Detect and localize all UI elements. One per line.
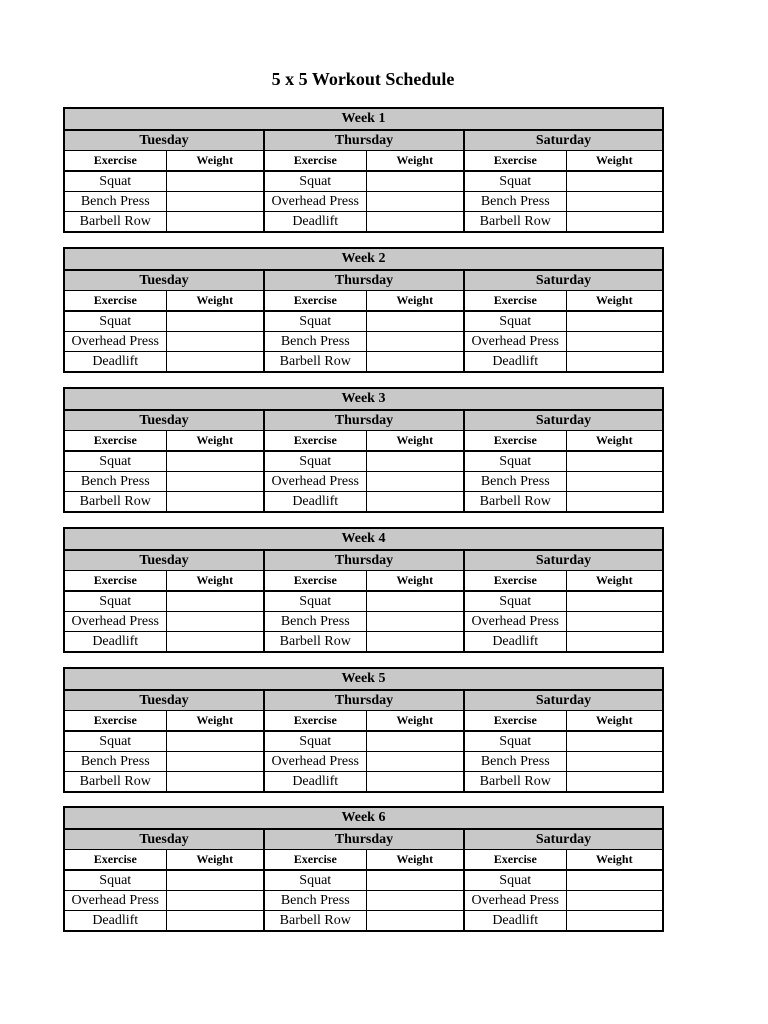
exercise-row bbox=[64, 632, 663, 653]
exercise-row bbox=[64, 612, 663, 632]
weight-entry-cell[interactable] bbox=[566, 612, 663, 632]
exercise-name-cell: Deadlift bbox=[264, 492, 366, 513]
weight-column-header: Weight bbox=[366, 711, 464, 732]
week-table bbox=[63, 806, 664, 932]
exercise-name-cell: Deadlift bbox=[64, 352, 166, 373]
weight-entry-cell[interactable] bbox=[566, 472, 663, 492]
day-label: Thursday bbox=[264, 130, 464, 151]
weight-column-header: Weight bbox=[566, 151, 663, 172]
exercise-row bbox=[64, 192, 663, 212]
day-label: Saturday bbox=[464, 690, 663, 711]
weight-column-header: Weight bbox=[566, 431, 663, 452]
exercise-name-cell: Overhead Press bbox=[464, 891, 566, 911]
weight-entry-cell[interactable] bbox=[166, 731, 264, 752]
exercise-column-header: Exercise bbox=[264, 711, 366, 732]
weight-entry-cell[interactable] bbox=[166, 171, 264, 192]
weight-entry-cell[interactable] bbox=[366, 332, 464, 352]
week-header-row bbox=[64, 668, 663, 690]
exercise-name-cell: Barbell Row bbox=[64, 212, 166, 233]
exercise-column-header: Exercise bbox=[464, 850, 566, 871]
exercise-column-header: Exercise bbox=[264, 291, 366, 312]
weight-entry-cell[interactable] bbox=[166, 451, 264, 472]
exercise-name-cell: Squat bbox=[464, 171, 566, 192]
weight-column-header: Weight bbox=[166, 151, 264, 172]
weight-column-header: Weight bbox=[566, 571, 663, 592]
weight-entry-cell[interactable] bbox=[366, 472, 464, 492]
day-label: Thursday bbox=[264, 270, 464, 291]
day-label: Tuesday bbox=[64, 270, 264, 291]
day-header-row bbox=[64, 410, 663, 431]
week-table bbox=[63, 247, 664, 373]
exercise-name-cell: Barbell Row bbox=[264, 911, 366, 932]
weight-entry-cell[interactable] bbox=[366, 591, 464, 612]
weight-column-header: Weight bbox=[166, 431, 264, 452]
exercise-row bbox=[64, 752, 663, 772]
exercise-name-cell: Barbell Row bbox=[264, 352, 366, 373]
exercise-row bbox=[64, 311, 663, 332]
exercise-row bbox=[64, 891, 663, 911]
week-table bbox=[63, 667, 664, 793]
weight-entry-cell[interactable] bbox=[566, 171, 663, 192]
weight-entry-cell[interactable] bbox=[166, 612, 264, 632]
weight-entry-cell[interactable] bbox=[366, 451, 464, 472]
week-label: Week 4 bbox=[64, 528, 663, 550]
exercise-name-cell: Overhead Press bbox=[464, 612, 566, 632]
exercise-name-cell: Squat bbox=[464, 311, 566, 332]
exercise-row bbox=[64, 492, 663, 513]
day-header-row bbox=[64, 550, 663, 571]
weight-entry-cell[interactable] bbox=[566, 870, 663, 891]
exercise-name-cell: Squat bbox=[464, 591, 566, 612]
weight-entry-cell[interactable] bbox=[566, 352, 663, 373]
exercise-name-cell: Squat bbox=[264, 591, 366, 612]
exercise-name-cell: Barbell Row bbox=[464, 212, 566, 233]
weight-column-header: Weight bbox=[166, 571, 264, 592]
exercise-name-cell: Bench Press bbox=[464, 752, 566, 772]
week-header-row bbox=[64, 248, 663, 270]
week-label: Week 6 bbox=[64, 807, 663, 829]
weight-entry-cell[interactable] bbox=[566, 212, 663, 233]
exercise-row bbox=[64, 171, 663, 192]
exercise-name-cell: Bench Press bbox=[264, 332, 366, 352]
exercise-name-cell: Squat bbox=[264, 451, 366, 472]
weight-column-header: Weight bbox=[166, 850, 264, 871]
exercise-column-header: Exercise bbox=[464, 291, 566, 312]
exercise-row bbox=[64, 352, 663, 373]
exercise-name-cell: Barbell Row bbox=[264, 632, 366, 653]
exercise-column-header: Exercise bbox=[64, 151, 166, 172]
column-header-row bbox=[64, 151, 663, 172]
day-header-row bbox=[64, 690, 663, 711]
weight-entry-cell[interactable] bbox=[166, 311, 264, 332]
weight-entry-cell[interactable] bbox=[366, 612, 464, 632]
weight-entry-cell[interactable] bbox=[566, 891, 663, 911]
week-header-row bbox=[64, 807, 663, 829]
weight-entry-cell[interactable] bbox=[366, 911, 464, 932]
exercise-name-cell: Squat bbox=[464, 870, 566, 891]
column-header-row bbox=[64, 571, 663, 592]
exercise-name-cell: Squat bbox=[264, 731, 366, 752]
day-label: Tuesday bbox=[64, 410, 264, 431]
week-table bbox=[63, 387, 664, 513]
exercise-name-cell: Deadlift bbox=[64, 911, 166, 932]
weight-entry-cell[interactable] bbox=[366, 632, 464, 653]
day-header-row bbox=[64, 829, 663, 850]
weight-column-header: Weight bbox=[366, 431, 464, 452]
exercise-name-cell: Overhead Press bbox=[264, 192, 366, 212]
weight-entry-cell[interactable] bbox=[166, 752, 264, 772]
exercise-column-header: Exercise bbox=[264, 431, 366, 452]
exercise-column-header: Exercise bbox=[64, 711, 166, 732]
exercise-row bbox=[64, 731, 663, 752]
weight-entry-cell[interactable] bbox=[566, 752, 663, 772]
day-label: Saturday bbox=[464, 410, 663, 431]
week-header-row bbox=[64, 388, 663, 410]
exercise-name-cell: Squat bbox=[64, 731, 166, 752]
day-label: Tuesday bbox=[64, 829, 264, 850]
exercise-name-cell: Squat bbox=[264, 311, 366, 332]
day-label: Tuesday bbox=[64, 550, 264, 571]
weight-entry-cell[interactable] bbox=[566, 911, 663, 932]
weight-entry-cell[interactable] bbox=[366, 492, 464, 513]
day-label: Thursday bbox=[264, 690, 464, 711]
exercise-name-cell: Squat bbox=[64, 451, 166, 472]
exercise-name-cell: Overhead Press bbox=[264, 752, 366, 772]
weight-column-header: Weight bbox=[366, 291, 464, 312]
day-label: Tuesday bbox=[64, 690, 264, 711]
weight-entry-cell[interactable] bbox=[366, 311, 464, 332]
exercise-column-header: Exercise bbox=[264, 850, 366, 871]
weight-entry-cell[interactable] bbox=[366, 171, 464, 192]
exercise-row bbox=[64, 472, 663, 492]
weight-entry-cell[interactable] bbox=[166, 192, 264, 212]
page-title: 5 x 5 Workout Schedule bbox=[271, 69, 455, 89]
exercise-name-cell: Barbell Row bbox=[64, 492, 166, 513]
weight-column-header: Weight bbox=[566, 291, 663, 312]
exercise-column-header: Exercise bbox=[464, 431, 566, 452]
exercise-row bbox=[64, 451, 663, 472]
column-header-row bbox=[64, 291, 663, 312]
weight-entry-cell[interactable] bbox=[166, 332, 264, 352]
exercise-name-cell: Bench Press bbox=[264, 891, 366, 911]
weight-entry-cell[interactable] bbox=[166, 870, 264, 891]
exercise-name-cell: Overhead Press bbox=[64, 332, 166, 352]
exercise-column-header: Exercise bbox=[264, 151, 366, 172]
exercise-name-cell: Squat bbox=[64, 870, 166, 891]
day-label: Thursday bbox=[264, 550, 464, 571]
weight-column-header: Weight bbox=[566, 711, 663, 732]
weight-entry-cell[interactable] bbox=[166, 352, 264, 373]
week-header-row bbox=[64, 108, 663, 130]
exercise-name-cell: Squat bbox=[64, 311, 166, 332]
exercise-name-cell: Overhead Press bbox=[64, 612, 166, 632]
weight-entry-cell[interactable] bbox=[166, 632, 264, 653]
day-label: Saturday bbox=[464, 270, 663, 291]
exercise-name-cell: Bench Press bbox=[64, 472, 166, 492]
weight-entry-cell[interactable] bbox=[566, 451, 663, 472]
week-table bbox=[63, 527, 664, 653]
exercise-name-cell: Bench Press bbox=[464, 192, 566, 212]
weight-column-header: Weight bbox=[566, 850, 663, 871]
exercise-name-cell: Squat bbox=[464, 451, 566, 472]
weight-entry-cell[interactable] bbox=[166, 891, 264, 911]
day-label: Saturday bbox=[464, 130, 663, 151]
exercise-name-cell: Squat bbox=[64, 171, 166, 192]
exercise-row bbox=[64, 870, 663, 891]
day-label: Saturday bbox=[464, 550, 663, 571]
column-header-row bbox=[64, 711, 663, 732]
week-label: Week 5 bbox=[64, 668, 663, 690]
weight-entry-cell[interactable] bbox=[566, 772, 663, 793]
exercise-name-cell: Deadlift bbox=[264, 212, 366, 233]
exercise-row bbox=[64, 332, 663, 352]
week-label: Week 2 bbox=[64, 248, 663, 270]
weight-entry-cell[interactable] bbox=[166, 591, 264, 612]
exercise-name-cell: Squat bbox=[264, 870, 366, 891]
exercise-name-cell: Bench Press bbox=[64, 752, 166, 772]
weight-column-header: Weight bbox=[366, 571, 464, 592]
exercise-column-header: Exercise bbox=[264, 571, 366, 592]
weight-entry-cell[interactable] bbox=[166, 492, 264, 513]
weight-entry-cell[interactable] bbox=[566, 731, 663, 752]
weight-column-header: Weight bbox=[166, 291, 264, 312]
exercise-name-cell: Deadlift bbox=[64, 632, 166, 653]
week-label: Week 1 bbox=[64, 108, 663, 130]
week-header-row bbox=[64, 528, 663, 550]
column-header-row bbox=[64, 850, 663, 871]
column-header-row bbox=[64, 431, 663, 452]
day-label: Thursday bbox=[264, 410, 464, 431]
exercise-name-cell: Overhead Press bbox=[464, 332, 566, 352]
weight-entry-cell[interactable] bbox=[366, 891, 464, 911]
exercise-name-cell: Deadlift bbox=[464, 352, 566, 373]
exercise-name-cell: Barbell Row bbox=[464, 492, 566, 513]
exercise-name-cell: Deadlift bbox=[464, 911, 566, 932]
weight-entry-cell[interactable] bbox=[566, 632, 663, 653]
weight-entry-cell[interactable] bbox=[366, 772, 464, 793]
day-label: Tuesday bbox=[64, 130, 264, 151]
exercise-name-cell: Deadlift bbox=[464, 632, 566, 653]
exercise-column-header: Exercise bbox=[464, 711, 566, 732]
exercise-name-cell: Barbell Row bbox=[64, 772, 166, 793]
exercise-name-cell: Barbell Row bbox=[464, 772, 566, 793]
exercise-name-cell: Bench Press bbox=[264, 612, 366, 632]
exercise-name-cell: Overhead Press bbox=[64, 891, 166, 911]
weight-entry-cell[interactable] bbox=[366, 752, 464, 772]
weight-entry-cell[interactable] bbox=[566, 332, 663, 352]
exercise-column-header: Exercise bbox=[464, 151, 566, 172]
weight-entry-cell[interactable] bbox=[566, 311, 663, 332]
weight-entry-cell[interactable] bbox=[366, 212, 464, 233]
weight-entry-cell[interactable] bbox=[166, 212, 264, 233]
day-header-row bbox=[64, 130, 663, 151]
exercise-row bbox=[64, 911, 663, 932]
weight-entry-cell[interactable] bbox=[366, 731, 464, 752]
exercise-name-cell: Squat bbox=[464, 731, 566, 752]
weight-entry-cell[interactable] bbox=[366, 352, 464, 373]
exercise-column-header: Exercise bbox=[64, 850, 166, 871]
week-table bbox=[63, 107, 664, 233]
exercise-row bbox=[64, 212, 663, 233]
day-header-row bbox=[64, 270, 663, 291]
day-label: Thursday bbox=[264, 829, 464, 850]
exercise-column-header: Exercise bbox=[64, 571, 166, 592]
weight-column-header: Weight bbox=[166, 711, 264, 732]
exercise-name-cell: Squat bbox=[64, 591, 166, 612]
exercise-name-cell: Deadlift bbox=[264, 772, 366, 793]
weight-entry-cell[interactable] bbox=[566, 192, 663, 212]
exercise-column-header: Exercise bbox=[64, 431, 166, 452]
weight-column-header: Weight bbox=[366, 151, 464, 172]
exercise-row bbox=[64, 772, 663, 793]
weight-entry-cell[interactable] bbox=[166, 911, 264, 932]
weight-column-header: Weight bbox=[366, 850, 464, 871]
weight-entry-cell[interactable] bbox=[166, 772, 264, 793]
exercise-column-header: Exercise bbox=[64, 291, 166, 312]
weight-entry-cell[interactable] bbox=[366, 870, 464, 891]
exercise-column-header: Exercise bbox=[464, 571, 566, 592]
exercise-name-cell: Squat bbox=[264, 171, 366, 192]
exercise-row bbox=[64, 591, 663, 612]
weight-entry-cell[interactable] bbox=[566, 492, 663, 513]
exercise-name-cell: Bench Press bbox=[464, 472, 566, 492]
exercise-name-cell: Overhead Press bbox=[264, 472, 366, 492]
weight-entry-cell[interactable] bbox=[566, 591, 663, 612]
weight-entry-cell[interactable] bbox=[166, 472, 264, 492]
weight-entry-cell[interactable] bbox=[366, 192, 464, 212]
exercise-name-cell: Bench Press bbox=[64, 192, 166, 212]
day-label: Saturday bbox=[464, 829, 663, 850]
week-label: Week 3 bbox=[64, 388, 663, 410]
